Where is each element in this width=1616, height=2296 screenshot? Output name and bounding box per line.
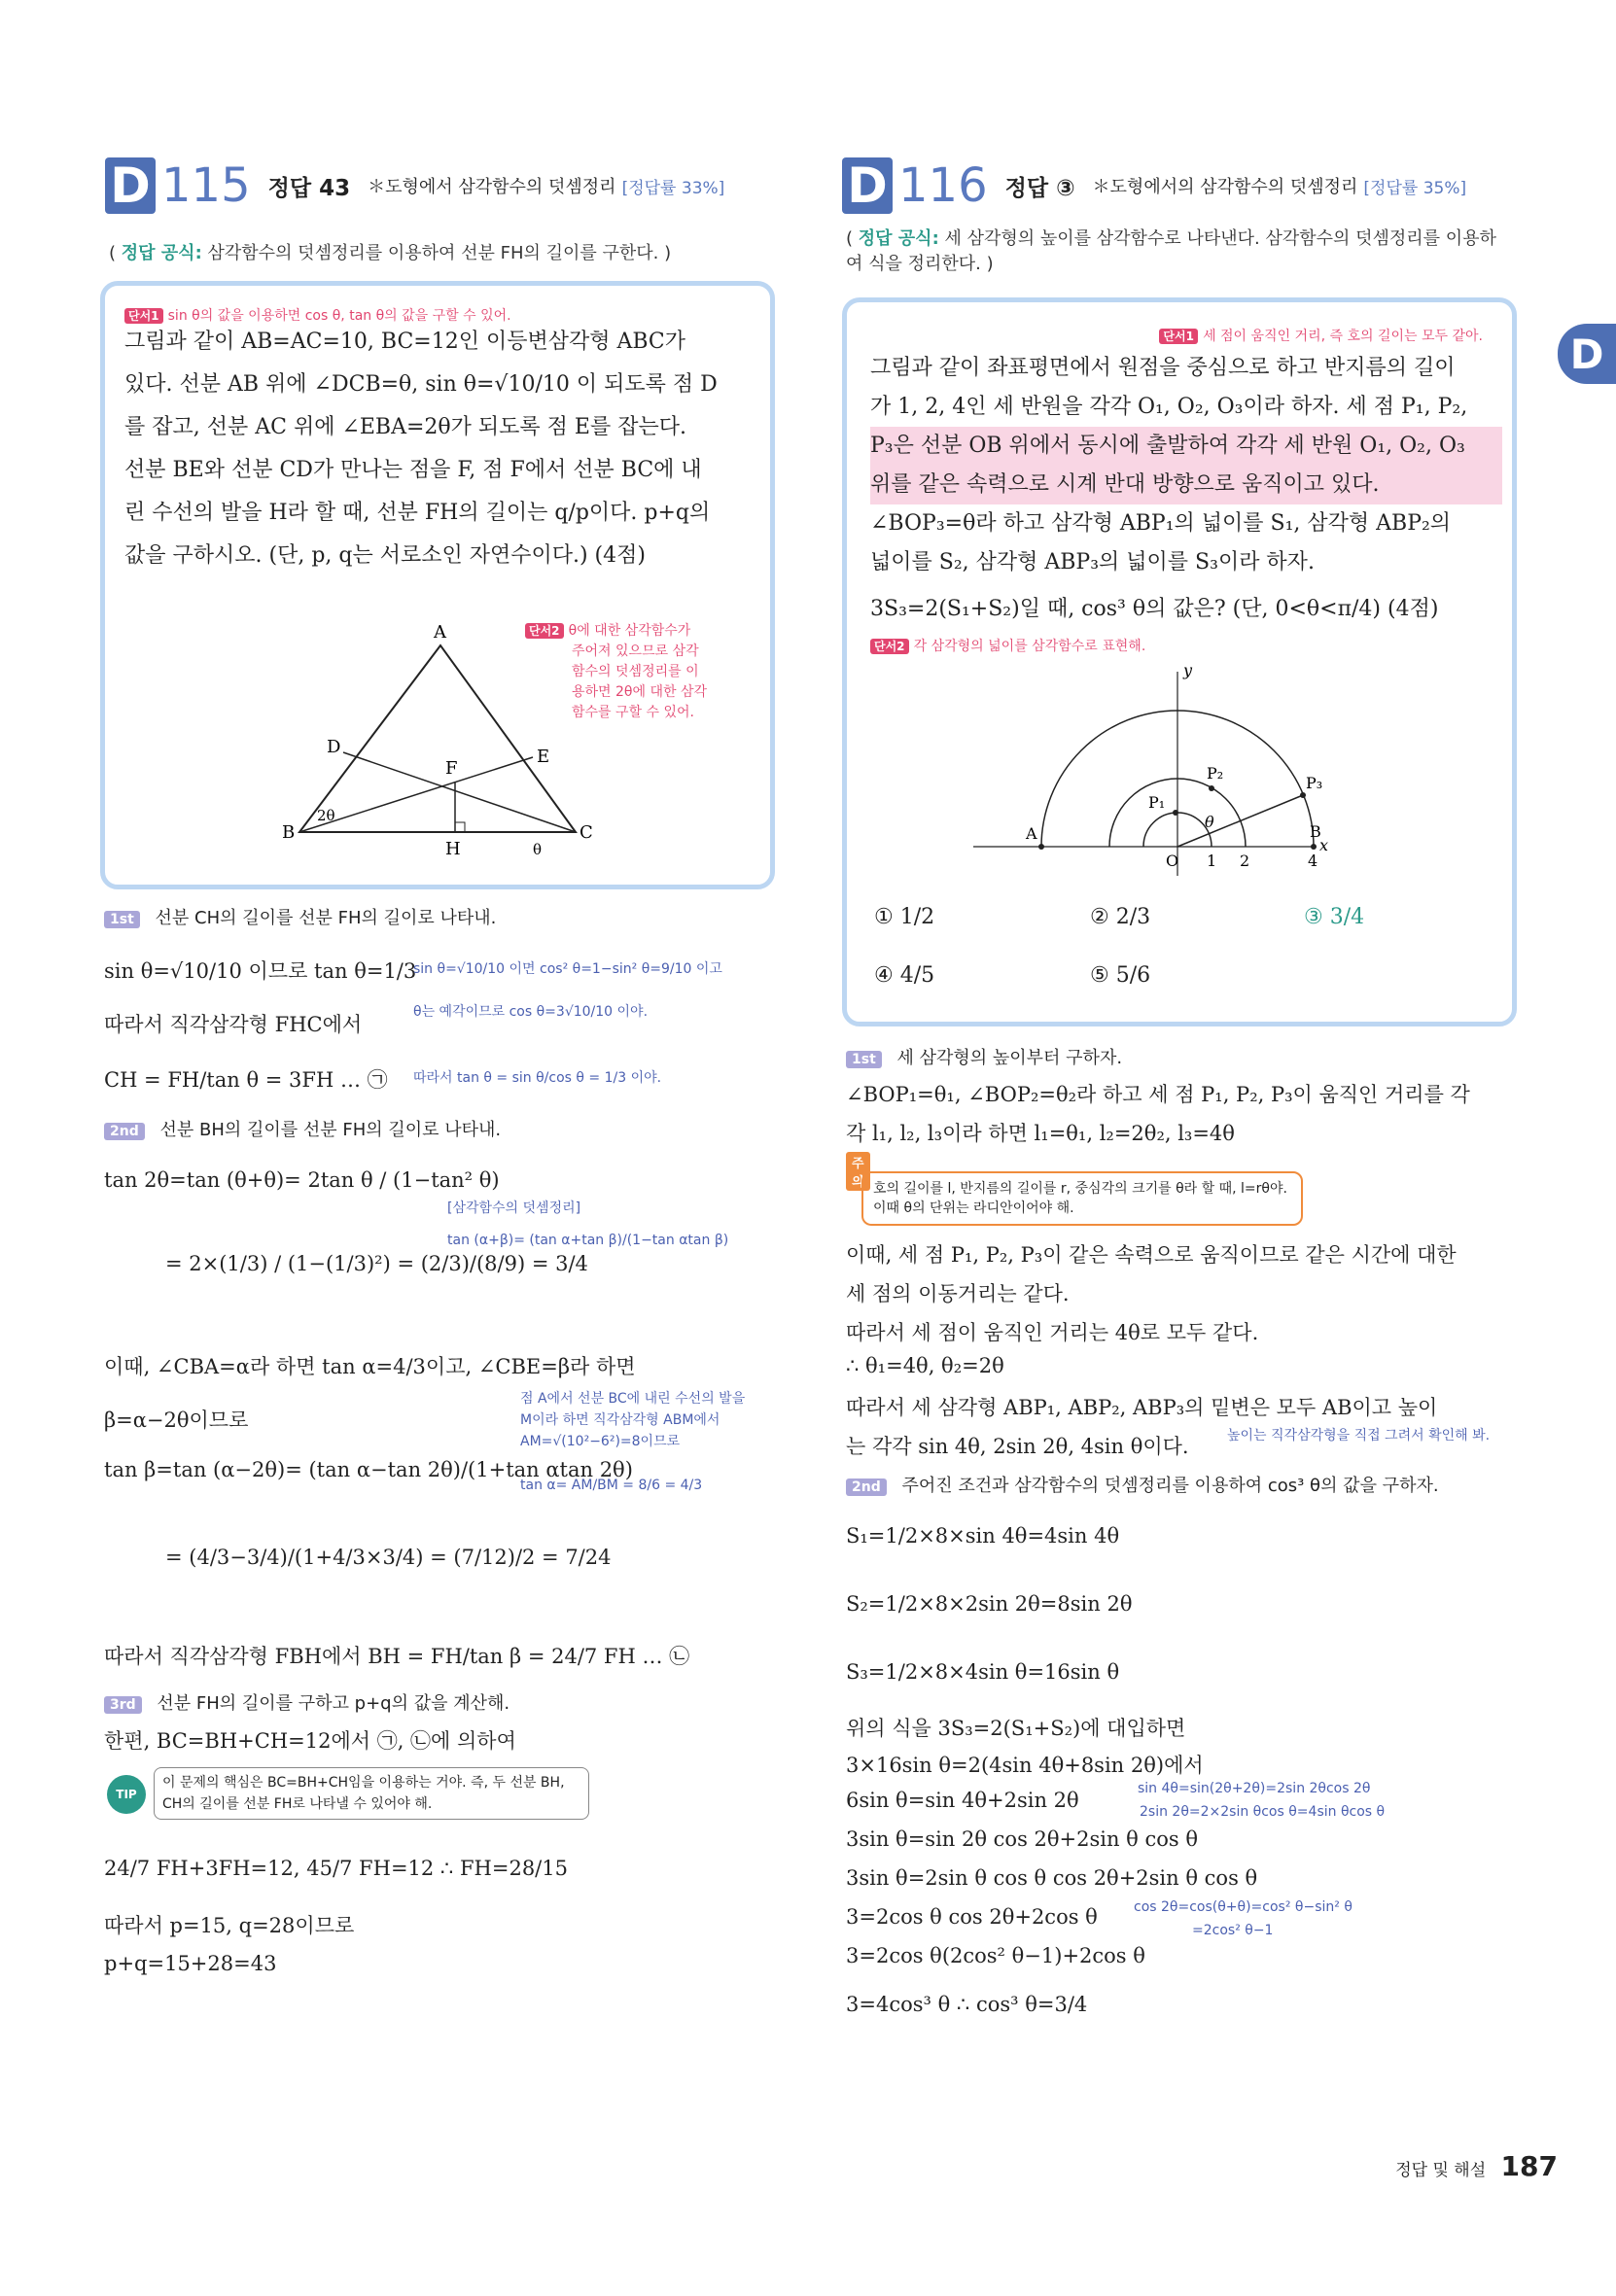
hint2-tag: 단서2 (870, 639, 909, 654)
problem-line: 그림과 같이 AB=AC=10, BC=12인 이등변삼각형 ABC가 (124, 330, 686, 354)
problem-line: P₃은 선분 OB 위에서 동시에 출발하여 각각 세 반원 O₁, O₂, O₃ (870, 427, 1502, 466)
label-theta: θ (1205, 813, 1214, 831)
step-text: 세 삼각형의 높이부터 구하자. (896, 1048, 1123, 1068)
step-text: 선분 CH의 길이를 선분 FH의 길이로 나타내. (155, 908, 497, 928)
hint1-tag: 단서1 (124, 308, 163, 324)
formula-text: 삼각함수의 덧셈정리를 이용하여 선분 FH의 길이를 구한다. (207, 243, 659, 263)
problem-line: 가 1, 2, 4인 세 반원을 각각 O₁, O₂, O₃이라 하자. 세 점 P₁, P₂, (870, 395, 1468, 419)
side-note: 높이는 직각삼각형을 직접 그려서 확인해 봐. (1227, 1428, 1491, 1444)
solution-line: 3sin θ=sin 2θ cos 2θ+2sin θ cos θ (846, 1827, 1198, 1851)
problem-115-box (100, 281, 775, 889)
segment-op3 (1177, 795, 1303, 847)
side-note: cos 2θ=cos(θ+θ)=cos² θ−sin² θ (1134, 1899, 1353, 1915)
solution-line: 3sin θ=2sin θ cos θ cos 2θ+2sin θ cos θ (846, 1866, 1258, 1890)
label-x: x (1319, 836, 1329, 854)
solution-line: 따라서 세 삼각형 ABP₁, ABP₂, ABP₃의 밑변은 모두 AB이고 높이 (846, 1396, 1438, 1419)
step-2nd (846, 1472, 1439, 1497)
solution-line: ∴ θ₁=4θ, θ₂=2θ (846, 1354, 1004, 1377)
topic-label: ＊도형에서의 삼각함수의 덧셈정리 (1092, 177, 1358, 197)
formula-label: 정답 공식: (858, 228, 939, 249)
side-note: tan α= AM/BM = 8/6 = 4/3 (520, 1478, 703, 1493)
hint1-text: sin θ의 값을 이용하면 cos θ, tan θ의 값을 구할 수 있어. (167, 308, 511, 324)
hint2-line: 용하면 2θ에 대한 삼각 (572, 684, 708, 700)
step-tag: 2nd (846, 1478, 887, 1496)
formula-text: 세 삼각형의 높이를 삼각함수로 나타낸다. 삼각함수의 덧셈정리를 이용하여 식을 정리한다. (846, 228, 1496, 274)
step-tag: 1st (104, 911, 140, 928)
solution-line: 3=2cos θ(2cos² θ−1)+2cos θ (846, 1944, 1145, 1967)
problem-number: 115 (161, 158, 251, 213)
step-tag: 2nd (104, 1123, 145, 1140)
problem-line: ∠BOP₃=θ라 하고 삼각형 ABP₁의 넓이를 S₁, 삼각형 ABP₂의 (870, 511, 1452, 536)
formula-label: 정답 공식: (121, 243, 202, 263)
solution-line: S₁=1/2×8×sin 4θ=4sin 4θ (846, 1524, 1120, 1548)
label-c: C (580, 822, 593, 843)
choice-2[interactable]: ② 2/3 (1090, 905, 1151, 929)
label-d: D (327, 737, 341, 757)
tip-text: 이 문제의 핵심은 BC=BH+CH임을 이용하는 거야. 즉, 두 선분 BH, CH의 길이를 선분 FH로 나타낼 수 있어야 해. (154, 1767, 589, 1820)
problem-line: 위를 같은 속력으로 시계 반대 방향으로 움직이고 있다. (870, 466, 1502, 504)
solution-line: β=α−2θ이므로 (104, 1409, 249, 1432)
hint2-line: 함수를 구할 수 있어. (572, 705, 694, 720)
label-y: y (1183, 661, 1193, 679)
solution-line: 이때, ∠CBA=α라 하면 tan α=4/3이고, ∠CBE=β라 하면 (104, 1355, 636, 1378)
label-2theta: 2θ (317, 807, 335, 824)
point-p2 (1209, 785, 1214, 791)
solution-line: CH = FH/tan θ = 3FH … ㉠ (104, 1068, 388, 1092)
label-b: B (1310, 822, 1321, 841)
correct-rate: [정답률 35%] (1363, 178, 1467, 198)
problem-line: 를 잡고, 선분 AC 위에 ∠EBA=2θ가 되도록 점 E를 잡는다. (124, 415, 686, 439)
step-text: 선분 FH의 길이를 구하고 p+q의 값을 계산해. (157, 1693, 510, 1714)
page-footer (1395, 2150, 1558, 2182)
topic-label: ＊도형에서 삼각함수의 덧셈정리 (368, 177, 616, 197)
label-b: B (282, 822, 296, 843)
step-text: 선분 BH의 길이를 선분 FH의 길이로 나타내. (159, 1120, 502, 1140)
solution-line: ∠BOP₁=θ₁, ∠BOP₂=θ₂라 하고 세 점 P₁, P₂, P₃이 움직인 거리를 각 (846, 1083, 1470, 1106)
side-note: 2sin 2θ=2×2sin θcos θ=4sin θcos θ (1140, 1804, 1386, 1820)
problem-line: 선분 BE와 선분 CD가 만나는 점을 F, 점 F에서 선분 BC에 내 (124, 458, 702, 482)
problem-116-header (842, 157, 1466, 214)
point-b (1311, 844, 1317, 850)
side-note: M이라 하면 직각삼각형 ABM에서 (520, 1412, 720, 1428)
tip-badge: TIP (107, 1775, 146, 1814)
point-p1 (1173, 810, 1178, 816)
label-p3: P₃ (1306, 774, 1323, 792)
side-note: sin 4θ=sin(2θ+2θ)=2sin 2θcos 2θ (1138, 1781, 1371, 1796)
solution-line: S₃=1/2×8×4sin θ=16sin θ (846, 1660, 1120, 1684)
problem-number: 116 (898, 158, 988, 213)
solution-line: = 2×(1/3) / (1−(1/3)²) = (2/3)/(8/9) = 3/4 (165, 1252, 588, 1275)
label-p2: P₂ (1207, 764, 1224, 783)
label-p1: P₁ (1148, 793, 1166, 812)
side-note: [삼각함수의 덧셈정리] (447, 1200, 581, 1216)
problem-line: 3S₃=2(S₁+S₂)일 때, cos³ θ의 값은? (단, 0<θ<π/4) (4점) (870, 597, 1439, 621)
side-note: 점 A에서 선분 BC에 내린 수선의 발을 (520, 1391, 746, 1407)
caution-label: 주의 (846, 1152, 870, 1191)
triangle-diagram (105, 286, 770, 885)
solution-line: 6sin θ=sin 4θ+2sin 2θ (846, 1789, 1079, 1812)
solution-line: 따라서 세 점이 움직인 거리는 4θ로 모두 같다. (846, 1321, 1259, 1344)
label-o: O (1166, 852, 1179, 870)
footer-label: 정답 및 해설 (1395, 2161, 1487, 2180)
point-p3 (1300, 792, 1306, 798)
semicircles-diagram (847, 302, 1512, 1022)
solution-line: 는 각각 sin 4θ, 2sin 2θ, 4sin θ이다. (846, 1435, 1189, 1458)
problem-line: 있다. 선분 AB 위에 ∠DCB=θ, sin θ=√10/10 이 되도록 점 D (124, 372, 718, 397)
problem-line: 값을 구하시오. (단, p, q는 서로소인 자연수이다.) (4점) (124, 543, 646, 568)
solution-line: S₂=1/2×8×2sin 2θ=8sin 2θ (846, 1592, 1133, 1616)
hint2-tag: 단서2 (525, 623, 564, 639)
solution-line: 따라서 직각삼각형 FBH에서 BH = FH/tan β = 24/7 FH … ㉡ (104, 1645, 690, 1668)
problem-line: 그림과 같이 좌표평면에서 원점을 중심으로 하고 반지름의 길이 (870, 356, 1456, 380)
solution-line: 24/7 FH+3FH=12, 45/7 FH=12 ∴ FH=28/15 (104, 1857, 568, 1880)
formula-line: ( 정답 공식: 세 삼각형의 높이를 삼각함수로 나타낸다. 삼각함수의 덧셈정리를 이용하여 식을 정리한다. ) (846, 228, 1496, 274)
caution-text: 호의 길이를 l, 반지름의 길이를 r, 중심각의 크기를 θ라 할 때, l=rθ야. 이때 θ의 단위는 라디안이어야 해. (861, 1171, 1303, 1226)
hint2-line: θ에 대한 삼각함수가 (568, 623, 691, 639)
step-1st (846, 1044, 1122, 1069)
label-theta: θ (533, 841, 543, 858)
side-section-tab[interactable]: D (1558, 324, 1616, 384)
solution-line: tan β=tan (α−2θ)= (tan α−tan 2θ)/(1+tan αtan 2θ) (104, 1458, 633, 1481)
solution-line: 이때, 세 점 P₁, P₂, P₃이 같은 속력으로 움직이므로 같은 시간에 대한 (846, 1243, 1457, 1267)
step-1st (104, 904, 496, 929)
choice-1[interactable]: ① 1/2 (874, 905, 935, 929)
side-note: θ는 예각이므로 cos θ=3√10/10 이야. (413, 1004, 649, 1020)
tick-1: 1 (1207, 852, 1217, 870)
solution-line: 따라서 p=15, q=28이므로 (104, 1914, 355, 1937)
solution-line: 한편, BC=BH+CH=12에서 ㉠, ㉡에 의하여 (104, 1729, 516, 1753)
step-3rd (104, 1689, 509, 1715)
solution-line: 3=2cos θ cos 2θ+2cos θ (846, 1905, 1098, 1929)
hint1-text: 세 점이 움직인 거리, 즉 호의 길이는 모두 같아. (1203, 329, 1483, 344)
solution-line: 세 점의 이동거리는 같다. (846, 1282, 1070, 1305)
problem-line: 넓이를 S₂, 삼각형 ABP₃의 넓이를 S₃이라 하자. (870, 550, 1315, 574)
side-note: tan (α+β)= (tan α+tan β)/(1−tan αtan β) (447, 1233, 729, 1248)
solution-line: 위의 식을 3S₃=2(S₁+S₂)에 대입하면 (846, 1717, 1186, 1740)
solution-line: 3×16sin θ=2(4sin 4θ+8sin 2θ)에서 (846, 1754, 1204, 1777)
choice-3[interactable]: ③ 3/4 (1304, 905, 1365, 929)
side-note: AM=√(10²−6²)=8이므로 (520, 1434, 681, 1449)
problem-line: 린 수선의 발을 H라 할 때, 선분 FH의 길이는 q/p이다. p+q의 (124, 501, 711, 525)
step-tag: 1st (846, 1051, 882, 1068)
hint2-text: 각 삼각형의 넓이를 삼각함수로 표현해. (913, 639, 1146, 654)
point-a (1038, 844, 1044, 850)
step-text: 주어진 조건과 삼각함수의 덧셈정리를 이용하여 cos³ θ의 값을 구하자. (901, 1476, 1439, 1496)
page-number: 187 (1500, 2150, 1558, 2182)
label-h: H (445, 839, 461, 859)
problem-115-header (105, 157, 724, 214)
step-tag: 3rd (104, 1696, 142, 1714)
label-a: A (434, 622, 446, 643)
label-e: E (537, 747, 550, 767)
hint2-line: 함수의 덧셈정리를 이 (572, 664, 699, 679)
correct-rate: [정답률 33%] (621, 178, 725, 198)
hint1-tag: 단서1 (1159, 329, 1198, 344)
solution-line: p+q=15+28=43 (104, 1952, 277, 1975)
side-note: =2cos² θ−1 (1192, 1923, 1274, 1938)
label-a: A (1026, 824, 1037, 843)
tick-2: 2 (1240, 852, 1250, 870)
solution-line: 따라서 직각삼각형 FHC에서 (104, 1013, 363, 1036)
side-note: sin θ=√10/10 이면 cos² θ=1−sin² θ=9/10 이고 (413, 961, 722, 977)
tip-box (107, 1767, 580, 1826)
solution-line: 3=4cos³ θ ∴ cos³ θ=3/4 (846, 1993, 1088, 2016)
solution-line: sin θ=√10/10 이므로 tan θ=1/3 (104, 959, 417, 983)
side-note: 따라서 tan θ = sin θ/cos θ = 1/3 이야. (413, 1070, 662, 1086)
triangle-abc (299, 645, 576, 832)
formula-line: ( 정답 공식: 삼각함수의 덧셈정리를 이용하여 선분 FH의 길이를 구한다. ) (109, 243, 672, 263)
section-badge: D (105, 157, 156, 214)
choice-5[interactable]: ⑤ 5/6 (1090, 963, 1151, 988)
section-badge: D (842, 157, 893, 214)
hint2-line: 주어져 있으므로 삼각 (572, 644, 699, 659)
tick-4: 4 (1308, 852, 1318, 870)
choice-4[interactable]: ④ 4/5 (874, 963, 935, 988)
solution-line: = (4/3−3/4)/(1+4/3×3/4) = (7/12)/2 = 7/24 (165, 1546, 612, 1569)
answer-label: 정답 ③ (1004, 175, 1075, 201)
answer-label: 정답 43 (267, 175, 351, 201)
step-2nd (104, 1116, 501, 1141)
solution-line: 각 l₁, l₂, l₃이라 하면 l₁=θ₁, l₂=2θ₂, l₃=4θ (846, 1122, 1235, 1145)
solution-line: tan 2θ=tan (θ+θ)= 2tan θ / (1−tan² θ) (104, 1168, 500, 1192)
problem-116-box (842, 297, 1517, 1026)
right-angle-mark (455, 822, 465, 832)
label-f: F (445, 758, 458, 779)
